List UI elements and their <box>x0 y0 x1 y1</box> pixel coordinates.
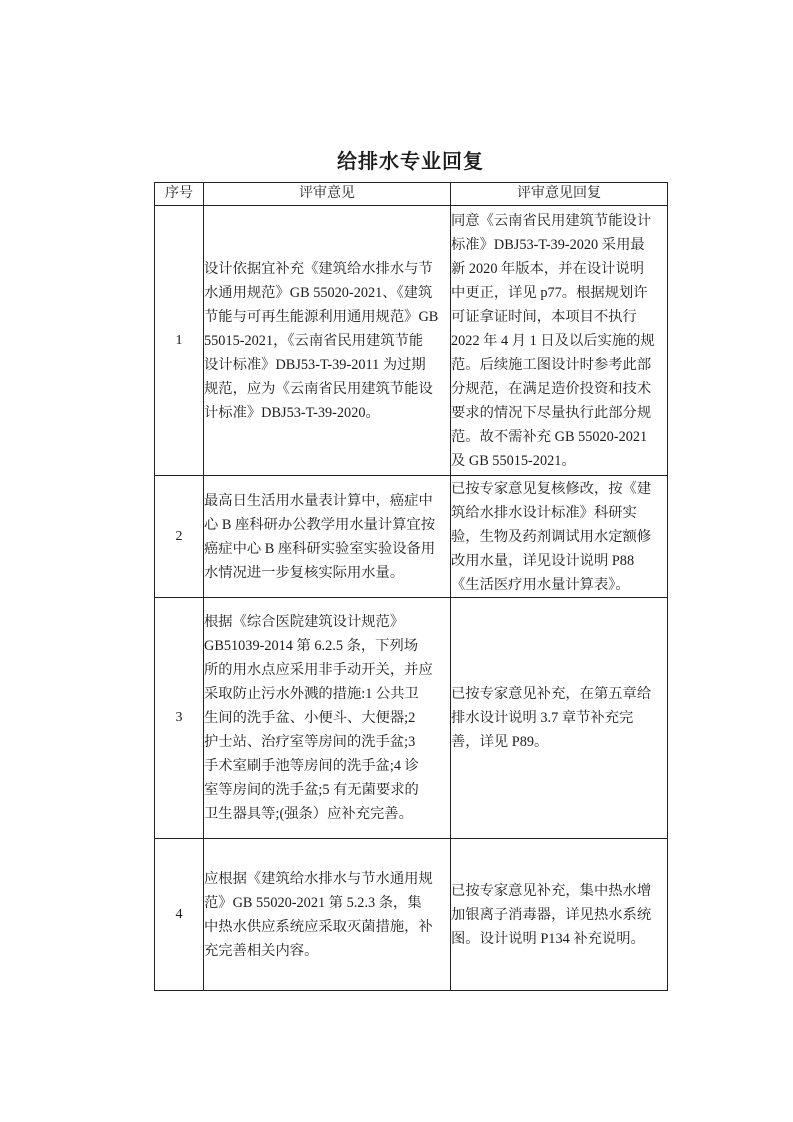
row-index: 1 <box>155 206 204 476</box>
opinion-cell <box>204 206 451 476</box>
opinion-line: 室等房间的洗手盆;5 有无菌要求的 <box>204 782 419 798</box>
page-title: 给排水专业回复 <box>337 151 484 173</box>
reply-line: 标准》DBJ53-T-39-2020 采用最 <box>451 236 645 253</box>
header-opinion: 评审意见 <box>204 183 451 206</box>
opinion-line: 卫生器具等;(强条）应补充完善。 <box>204 806 413 822</box>
reply-line: 图。设计说明 P134 补充说明。 <box>451 930 645 947</box>
review-table <box>154 182 668 991</box>
opinion-cell <box>204 598 451 839</box>
reply-cell <box>451 206 668 476</box>
row-index: 2 <box>155 476 204 598</box>
row-index: 3 <box>155 598 204 839</box>
reply-line: 中更正，详见 p77。根据规划许 <box>451 284 648 301</box>
opinion-line: 癌症中心 B 座科研实验室实验设备用 <box>204 540 436 557</box>
opinion-line: 水通用规范》GB 55020-2021、《建筑 <box>204 284 433 301</box>
reply-line: 善，详见 P89。 <box>451 734 549 750</box>
opinion-line: 节能与可再生能源利用通用规范》GB <box>204 308 439 325</box>
reply-line: 已按专家意见补充，在第五章给 <box>451 686 652 702</box>
opinion-line: 规范，应为《云南省民用建筑节能设 <box>204 380 433 397</box>
reply-line: 及 GB 55015-2021。 <box>451 452 576 469</box>
opinion-line: 55015-2021，《云南省民用建筑节能 <box>204 332 424 349</box>
opinion-line: 采取防止污水外溅的措施:1 公共卫 <box>204 686 419 702</box>
reply-cell <box>451 839 668 991</box>
opinion-line: 设计依据宜补充《建筑给水排水与节 <box>204 260 433 277</box>
table-row <box>155 206 668 476</box>
reply-line: 加银离子消毒器，详见热水系统 <box>451 906 652 923</box>
reply-line: 同意《云南省民用建筑节能设计 <box>451 212 652 229</box>
opinion-line: 充完善相关内容。 <box>204 942 319 959</box>
reply-line: 《生活医疗用水量计算表》。 <box>451 576 630 593</box>
reply-line: 排水设计说明 3.7 章节补充完 <box>451 710 634 726</box>
opinion-line: GB51039-2014 第 6.2.5 条，下列场 <box>204 638 419 654</box>
reply-line: 改用水量，详见设计说明 P88 <box>451 552 635 569</box>
reply-line: 分规范，在满足造价投资和技术 <box>451 380 652 397</box>
opinion-line: 设计标准》DBJ53-T-39-2011 为过期 <box>204 356 426 373</box>
reply-line: 范。后续施工图设计时参考此部 <box>451 356 652 373</box>
reply-line: 2022 年 4 月 1 日及以后实施的规 <box>451 332 655 349</box>
reply-line: 新 2020 年版本，并在设计说明 <box>451 260 645 277</box>
row-index: 4 <box>155 839 204 991</box>
reply-line: 筑给水排水设计标准》科研实 <box>451 504 637 521</box>
opinion-line: 生间的洗手盆、小便斗、大便器;2 <box>204 710 416 726</box>
opinion-line: 最高日生活用水量表计算中，癌症中 <box>204 492 433 509</box>
reply-line: 可证拿证时间，本项目不执行 <box>451 308 637 325</box>
header-index: 序号 <box>155 183 204 206</box>
opinion-line: 中热水供应系统应采取灭菌措施，补 <box>204 918 433 935</box>
table-row <box>155 476 668 598</box>
opinion-line: 应根据《建筑给水排水与节水通用规 <box>204 870 433 887</box>
table-row <box>155 839 668 991</box>
reply-line: 验，生物及药剂调试用水定额修 <box>451 528 652 545</box>
header-reply: 评审意见回复 <box>451 183 668 206</box>
opinion-line: 护士站、治疗室等房间的洗手盆;3 <box>204 734 416 750</box>
opinion-cell <box>204 839 451 991</box>
reply-cell <box>451 598 668 839</box>
opinion-cell <box>204 476 451 598</box>
reply-line: 已按专家意见复核修改，按《建 <box>451 480 652 497</box>
reply-line: 已按专家意见补充，集中热水增 <box>451 882 652 899</box>
reply-line: 要求的情况下尽量执行此部分规 <box>451 404 652 421</box>
opinion-line: 心 B 座科研办公教学用水量计算宜按 <box>204 516 436 533</box>
table-header-row <box>155 183 668 206</box>
table-row <box>155 598 668 839</box>
opinion-line: 根据《综合医院建筑设计规范》 <box>204 614 405 630</box>
opinion-line: 所的用水点应采用非手动开关，并应 <box>204 662 433 678</box>
opinion-line: 计标准》DBJ53-T-39-2020。 <box>204 404 380 421</box>
reply-line: 范。故不需补充 GB 55020-2021 <box>451 428 648 445</box>
opinion-line: 手术室刷手池等房间的洗手盆;4 诊 <box>204 758 419 774</box>
opinion-line: 水情况进一步复核实际用水量。 <box>204 564 405 581</box>
opinion-line: 范》GB 55020-2021 第 5.2.3 条，集 <box>204 894 422 911</box>
reply-cell <box>451 476 668 598</box>
